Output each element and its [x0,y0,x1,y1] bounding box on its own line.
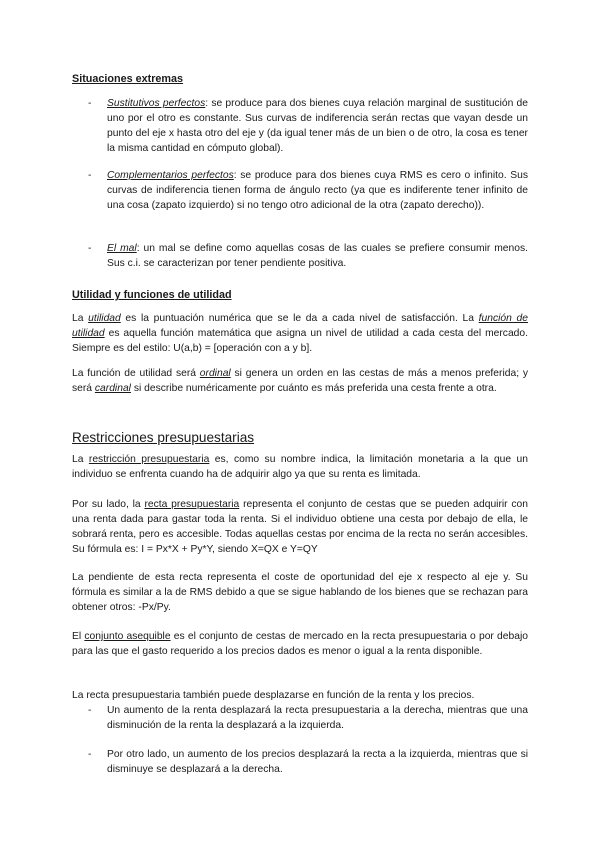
heading-utilidad: Utilidad y funciones de utilidad [72,289,232,301]
term-ordinal: ordinal [199,368,231,379]
heading-situaciones-extremas: Situaciones extremas [72,73,184,85]
term-el-mal: El mal [107,243,137,254]
list-item-sustitutivos [88,96,528,156]
bullet-dash: - [88,243,92,254]
paragraph-conjunto-asequible: El conjunto asequible es el conjunto de cestas de mercado en la recta presupuestaria o por debajo para las que el gasto requerido a los precios dados es menor o igual a la renta disponible. [72,631,528,657]
list-item-el-mal [88,241,528,271]
bullet-dash: - [88,705,92,716]
bullet-dash: - [88,749,92,760]
term-complementarios-perfectos: Complementarios perfectos [107,170,234,181]
term-cardinal: cardinal [94,383,131,394]
term-sustitutivos-perfectos: Sustitutivos perfectos [107,98,206,109]
item-text: : se produce para dos bienes cuya RMS es cero o infinito. Sus curvas de indiferencia tienen forma de ángulo recto (ya que es indiferente tener infinito de una cosa (zapato izquierdo) si no tengo otro adicional de la otra (zapato derecho)). [107,170,529,211]
paragraph-desplazamiento: La recta presupuestaria también puede desplazarse en función de la renta y los precios. [72,690,475,701]
item-text: : se produce para dos bienes cuya relación marginal de sustitución de uno por el otro es constante. Sus curvas de indiferencia serán rectas que vayan desde un punto del eje x hasta otro del eje y (da igual tener más de un bien o de otro, la cosa es tener la misma cantidad en cómputo global). [107,98,528,154]
paragraph-ordinal-cardinal: La función de utilidad será ordinal si genera un orden en las cestas de más a menos preferida; y será cardinal si describe numéricamente por cuánto es más preferida una cesta frente a otra. [72,368,529,394]
bullet-dash: - [88,98,92,109]
list-item-renta [88,703,528,733]
paragraph-restriccion: La restricción presupuestaria es, como su nombre indica, la limitación monetaria a la que un individuo se enfrenta cuando ha de adquirir algo ya que su renta es limitada. [72,454,528,480]
paragraph-recta: Por su lado, la recta presupuestaria representa el conjunto de cestas que se pueden adquirir con una renta dada para gastar toda la renta. Si el individuo obtiene una cesta por debajo de ella, le sobrará renta, pero es accesible. Todas aquellas cestas por encima de la recta no serán accesibles. Su fórmula es: I = Px*X + Py*Y, siendo X=QX e Y=QY [72,499,528,555]
term-recta-presupuestaria: recta presupuestaria [144,499,240,510]
item-text: : un mal se define como aquellas cosas de las cuales se prefiere consumir menos. Sus c.i. se caracterizan por tener pendiente positiva. [107,243,528,269]
list-item-precios [88,747,528,777]
term-utilidad: utilidad [88,313,121,324]
bullet-dash: - [88,170,92,181]
term-restriccion-presupuestaria: restricción presupuestaria [88,454,210,465]
paragraph-pendiente: La pendiente de esta recta representa el coste de oportunidad del eje x respecto al eje y. Su fórmula es similar a la de RMS debido a que se sigue hablando de los bienes que se rechazan para obtener otros: -Px/Py. [72,572,528,613]
term-funcion-de-utilidad: función de utilidad [72,313,528,339]
item-text: Un aumento de la renta desplazará la recta presupuestaria a la derecha, mientras que una disminución de la renta la desplazará a la izquierda. [107,705,528,731]
paragraph-utilidad: La utilidad es la puntuación numérica que se le da a cada nivel de satisfacción. La función de utilidad es aquella función matemática que asigna un nivel de utilidad a cada cesta del mercado. Siempre es del estilo: U(a,b) = [operación con a y b]. [72,313,528,354]
heading-restricciones: Restricciones presupuestarias [72,430,255,445]
item-text: Por otro lado, un aumento de los precios desplazará la recta a la izquierda, mientras que si disminuye se desplazará a la derecha. [107,749,528,775]
term-conjunto-asequible: conjunto asequible [84,631,171,642]
list-item-complementarios [88,168,528,213]
